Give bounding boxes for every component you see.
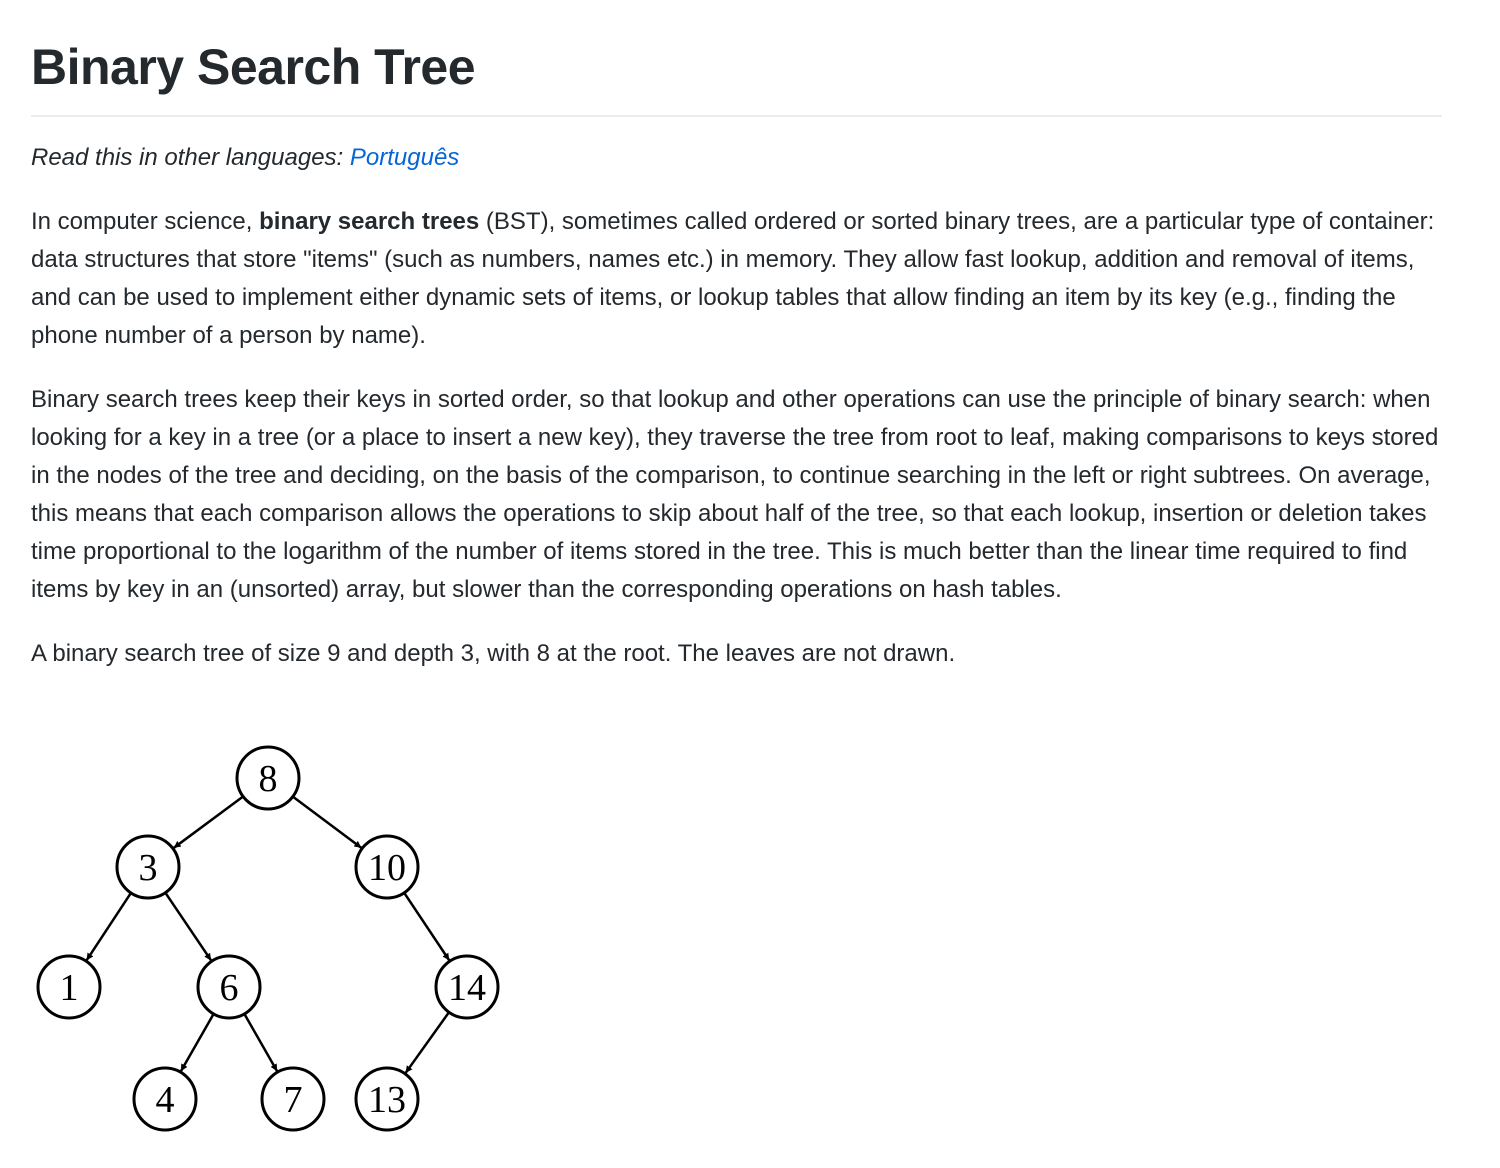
tree-node-label: 7 — [283, 1079, 303, 1121]
tree-node-3 — [117, 836, 179, 898]
tree-node-label: 13 — [368, 1079, 406, 1121]
tree-node-label: 3 — [138, 847, 158, 889]
tree-node-label: 8 — [258, 758, 278, 800]
tree-node-14 — [436, 956, 498, 1018]
languages-line — [31, 139, 1442, 177]
tree-edge-3-1 — [87, 893, 131, 960]
intro-text-start: In computer science, — [31, 208, 260, 235]
tree-node-6 — [198, 956, 260, 1018]
tree-node-10 — [356, 836, 418, 898]
tree-node-label: 10 — [368, 847, 406, 889]
tree-edge-10-14 — [404, 893, 449, 961]
bst-diagram-svg — [30, 740, 510, 1140]
languages-prefix: Read this in other languages: — [31, 144, 350, 171]
details-paragraph: Binary search trees keep their keys in sorted order, so that lookup and other operations can use the principle of binary search: when looking for a key in a tree (or a place to insert a new key), they traverse the tree from root to leaf, making comparisons to keys stored in the nodes of the tree and deciding, on the basis of the comparison, to continue searching in the left or right subtrees. On average, this means that each comparison allows the operations to skip about half of the tree, so that each lookup, insertion or deletion takes time proportional to the logarithm of the number of items stored in the tree. This is much better than the linear time required to find items by key in an (unsorted) array, but slower than the corresponding operations on hash tables. — [31, 386, 1439, 603]
intro-text-end: (BST), sometimes called ordered or sorted binary trees, are a particular type of container: data structures that store "items" (such as numbers, names etc.) in memory. They allow fast lookup, addition and removal of items, and can be used to implement either dynamic sets of items, or lookup tables that allow finding an item by its key (e.g., finding the phone number of a person by name). — [31, 208, 1435, 349]
tree-edge-14-13 — [406, 1012, 449, 1073]
tree-node-1 — [38, 956, 100, 1018]
language-link-portuguese[interactable]: Português — [349, 144, 460, 171]
intro-paragraph — [31, 203, 1442, 355]
page-title: Binary Search Tree — [31, 0, 1442, 117]
tree-edge-8-10 — [293, 797, 362, 848]
tree-edge-6-4 — [181, 1014, 214, 1071]
tree-node-label: 14 — [448, 967, 486, 1009]
tree-node-8 — [237, 747, 299, 809]
intro-bold-term: binary search trees — [259, 208, 480, 235]
tree-node-4 — [134, 1068, 196, 1130]
tree-node-label: 6 — [219, 967, 239, 1009]
tree-node-13 — [356, 1068, 418, 1130]
tree-edge-6-7 — [244, 1014, 277, 1071]
tree-edge-8-3 — [174, 796, 243, 847]
tree-node-label: 1 — [59, 967, 79, 1009]
tree-caption: A binary search tree of size 9 and depth 3, with 8 at the root. The leaves are not drawn. — [31, 640, 956, 667]
bst-diagram — [30, 740, 510, 1140]
tree-node-label: 4 — [155, 1079, 175, 1121]
readme-article — [31, 0, 1442, 673]
tree-edge-3-6 — [165, 893, 211, 961]
tree-node-7 — [262, 1068, 324, 1130]
